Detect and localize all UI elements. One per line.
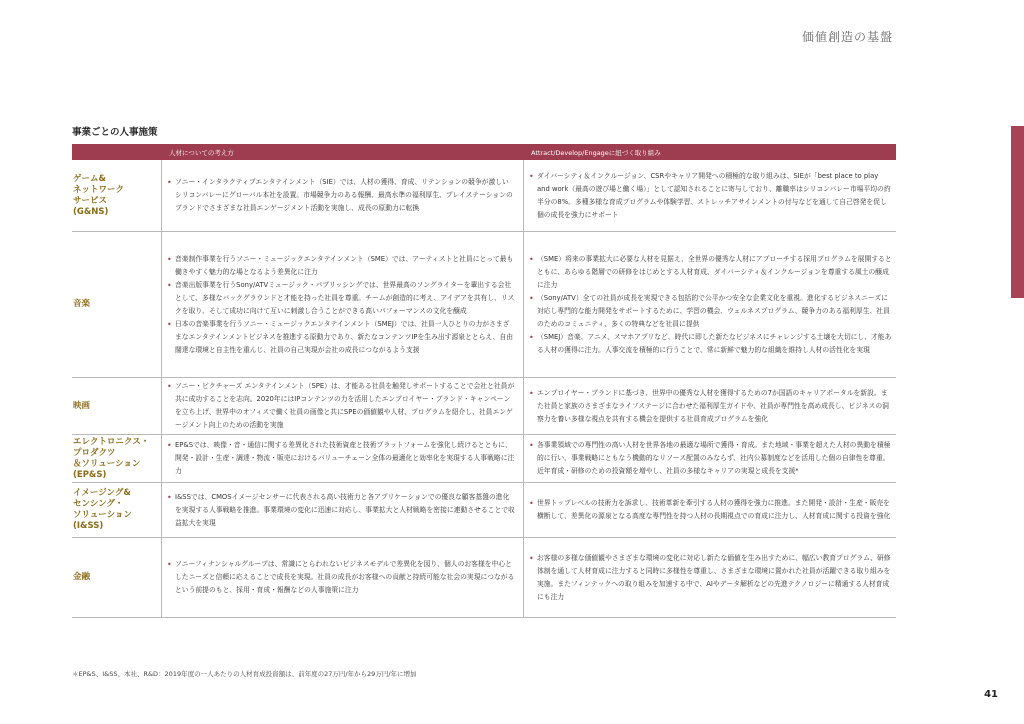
bullet-item: • 各事業領域での専門性の高い人材を世界各地の最適な場所で獲得・育成。また地域・事業を超えた人材の異動を積極的に行い、事業戦略にともなう機動的なリソース配置のみならず、社内公募制度などを活用した個の自律性を尊重。近年育成・研修のための投資額を増やし、社員の多様なキャリアの実現と成長を支援* <box>528 439 892 478</box>
segment-label-line: エレクトロニクス・ <box>73 436 150 447</box>
hr-philosophy-cell <box>161 160 523 231</box>
bullet-item: • エンプロイヤー・ブランドに基づき、世界中の優秀な人材を獲得するための7か国語のキャリアポータルを新設。また社員と家族のさまざまなライフステージに合わせた福利厚生ガイドや、社員が専門性を高め成長し、ビジネスの洞察力を養い多様な視点を共有する機会を提供する社員育成プログラムを強化 <box>528 387 892 426</box>
initiatives-cell <box>523 232 896 377</box>
segment-label-line: センシング・ <box>73 499 124 509</box>
bullet-item: • 日本の音楽事業を行うソニー・ミュージックエンタテインメント（SMEJ）では、社員一人ひとりの力がさまざまなエンタテインメントビジネスを推進する原動力であり、新たなコンテンツIPを生み出す源泉ととらえ、自由闊達な環境と自主性を重んじ、社員の自己実現が会社の成長につながるよう支援 <box>166 318 515 357</box>
segment-label-line: ソリューション <box>73 510 132 520</box>
bullet-list <box>528 552 892 604</box>
bullet-item: • （Sony/ATV）全ての社員が成長を実現できる包括的で公平かつ安全な企業文化を重視。進化するビジネスニーズに対応し専門的な能力開発をサポートするために、学習の機会、ウェルネスプログラム、競争力のある福利厚生、社員のためのコミュニティ、多くの特典などを社員に提供 <box>528 292 892 331</box>
initiatives-cell <box>523 160 896 231</box>
initiatives-cell <box>523 538 896 617</box>
bullet-list <box>528 170 892 222</box>
bullet-item: • 世界トップレベルの技術力を訴求し、技術革新を牽引する人材の獲得を強力に推進。また開発・設計・生産・販売を横断して、差異化の源泉となる高度な専門性を持つ人材の長期視点での育成に注力し、人材育成に関する投資を強化 <box>528 497 892 523</box>
table-row <box>72 232 896 378</box>
business-segment-label <box>72 378 161 434</box>
section-title: 事業ごとの人事施策 <box>72 127 158 138</box>
bullet-list <box>166 253 515 357</box>
bullet-list <box>166 176 515 215</box>
header-col2: Attract/Develop/Engageに紐づく取り組み <box>531 148 661 157</box>
bullet-list <box>528 253 892 357</box>
segment-label-line: 映画 <box>73 400 91 411</box>
hr-policy-table <box>72 144 896 618</box>
segment-label-line: サービス <box>73 195 108 206</box>
side-tab <box>1011 126 1024 298</box>
footnote: ＊EP&S、I&SS、本社、R&D：2019年度の一人あたりの人材育成投資額は、前年度の27万円/年から29万円/年に増加 <box>72 670 417 678</box>
table-row <box>72 378 896 435</box>
header-col1: 人材についての考え方 <box>169 148 234 157</box>
initiatives-cell <box>523 483 896 537</box>
bullet-item: • 音楽出版事業を行うSony/ATVミュージック・パブリッシングでは、世界最高のソングライターを輩出する会社として、多様なバックグラウンドと才能を持った社員を尊重。チームが創造的に考え、アイデアを共有し、リスクを取り、そして成功に向けて互いに刺激し合うことができる高いパフォーマンスの文化を醸成 <box>166 279 515 318</box>
bullet-item: • （SMEJ）音楽、アニメ、スマホアプリなど、時代に即した新たなビジネスにチャレンジする土壌を大切にし、才能ある人材の獲得に注力。人事交流を積極的に行うことで、常に新鮮で魅力的な組織を維持し人材の活性化を実現 <box>528 331 892 357</box>
business-segment-label <box>72 538 161 617</box>
bullet-item: • （SME）将来の事業拡大に必要な人材を見据え、全世界の優秀な人材にアプローチする採用プログラムを展開するとともに、あらゆる階層での研修をはじめとする人材育成、ダイバーシティ＆インクルージョンを尊重する風土の醸成に注力 <box>528 253 892 292</box>
table-row <box>72 435 896 483</box>
table-body <box>72 160 896 618</box>
business-segment-label <box>72 160 161 231</box>
hr-philosophy-cell <box>161 232 523 377</box>
table-row <box>72 538 896 618</box>
segment-label-line: (G&NS) <box>73 206 109 217</box>
segment-label-line: ゲーム& <box>73 173 106 184</box>
hr-philosophy-cell <box>161 483 523 537</box>
initiatives-cell <box>523 435 896 482</box>
header-title: 価値創造の基盤 <box>801 30 893 44</box>
page-number: 41 <box>984 689 998 700</box>
table-row <box>72 483 896 538</box>
initiatives-cell <box>523 378 896 434</box>
table-row <box>72 160 896 232</box>
bullet-item: • ソニー・インタラクティブエンタテインメント（SIE）では、人材の獲得、育成、リテンションの競争が激しいシリコンバレーにグローバル本社を設置。市場競争力のある報酬、最高水準の福利厚生、プレイステーションのブランドでさまざまな社員エンゲージメント活動を実施し、成長の原動力に転換 <box>166 176 515 215</box>
bullet-list <box>528 387 892 426</box>
segment-label-line: (EP&S) <box>73 469 107 480</box>
segment-label-line: 音楽 <box>73 299 91 309</box>
bullet-item: • 音楽制作事業を行うソニー・ミュージックエンタテインメント（SME）では、アーティストと社員にとって最も働きやすく魅力的な場となるよう差異化に注力 <box>166 253 515 279</box>
bullet-list <box>166 491 515 530</box>
bullet-item: • ダイバーシティ＆インクルージョン、CSRやキャリア開発への積極的な取り組みは、SIEが「best place to play and work（最高の遊び場と働く場）」として認知されることに寄与しており、離職率はシリコンバレー市場平均の約半分の8%。多種多様な育成プログラムや体験学習、ストレッチアサインメントの付与などを通して自己啓発を促し個の成長を強力にサポート <box>528 170 892 222</box>
segment-label-line: ネットワーク <box>73 184 125 195</box>
bullet-list <box>166 439 515 478</box>
segment-label-line: 金融 <box>73 572 91 582</box>
bullet-list <box>166 380 515 432</box>
bullet-item: • お客様の多様な価値観やさまざまな環境の変化に対応し新たな価値を生み出すために、幅広い教育プログラム、研修体制を通して人材育成に注力すると同時に多様性を尊重し、さまざまな環境に置かれた社員が活躍できる取り組みを実施。またフィンテックへの取り組みを加速する中で、AIやデータ解析などの先進テクノロジーに精通する人材育成にも注力 <box>528 552 892 604</box>
table-header <box>72 144 896 160</box>
hr-philosophy-cell <box>161 538 523 617</box>
bullet-item: • EP&Sでは、映像・音・通信に関する差異化された技術資産と技術プラットフォームを強化し続けるとともに、開発・設計・生産・調達・物流・販売におけるバリューチェーン全体の最適化と効率化を実現する人事戦略に注力 <box>166 439 515 478</box>
segment-label-line: ＆ソリューション <box>73 458 141 469</box>
business-segment-label <box>72 232 161 377</box>
business-segment-label <box>72 435 161 482</box>
bullet-list <box>528 497 892 523</box>
segment-label-line: (I&SS) <box>73 521 104 531</box>
business-segment-label <box>72 483 161 537</box>
bullet-list <box>166 558 515 597</box>
hr-philosophy-cell <box>161 435 523 482</box>
bullet-item: • ソニーフィナンシャルグループは、常識にとらわれないビジネスモデルで差異化を図り、個人のお客様を中心としたニーズと信頼に応えることで成長を実現。社員の成長がお客様への貢献と持続可能な社会の実現につながるという前提のもと、採用・育成・報酬などの人事施策に注力 <box>166 558 515 597</box>
bullet-list <box>528 439 892 478</box>
bullet-item: • ソニー・ピクチャーズ エンタテインメント（SPE）は、才能ある社員を触発しサポートすることで会社と社員が共に成功することを志向。2020年にはIPコンテンツの力を活用したエンプロイヤー・ブランド・キャンペーンを立ち上げ、世界中のオフィスで働く社員の画像と共にSPEの価値観や人材、プログラムを紹介し、社員エンゲージメント向上のための活動を実施 <box>166 380 515 432</box>
bullet-item: • I&SSでは、CMOSイメージセンサーに代表される高い技術力と各アプリケーションでの優良な顧客基盤の進化を実現する人事戦略を推進。事業環境の変化に迅速に対応し、事業拡大と人材戦略を密接に連動させることで収益拡大を実現 <box>166 491 515 530</box>
segment-label-line: プロダクツ <box>73 447 116 458</box>
hr-philosophy-cell <box>161 378 523 434</box>
segment-label-line: イメージング& <box>73 488 131 498</box>
